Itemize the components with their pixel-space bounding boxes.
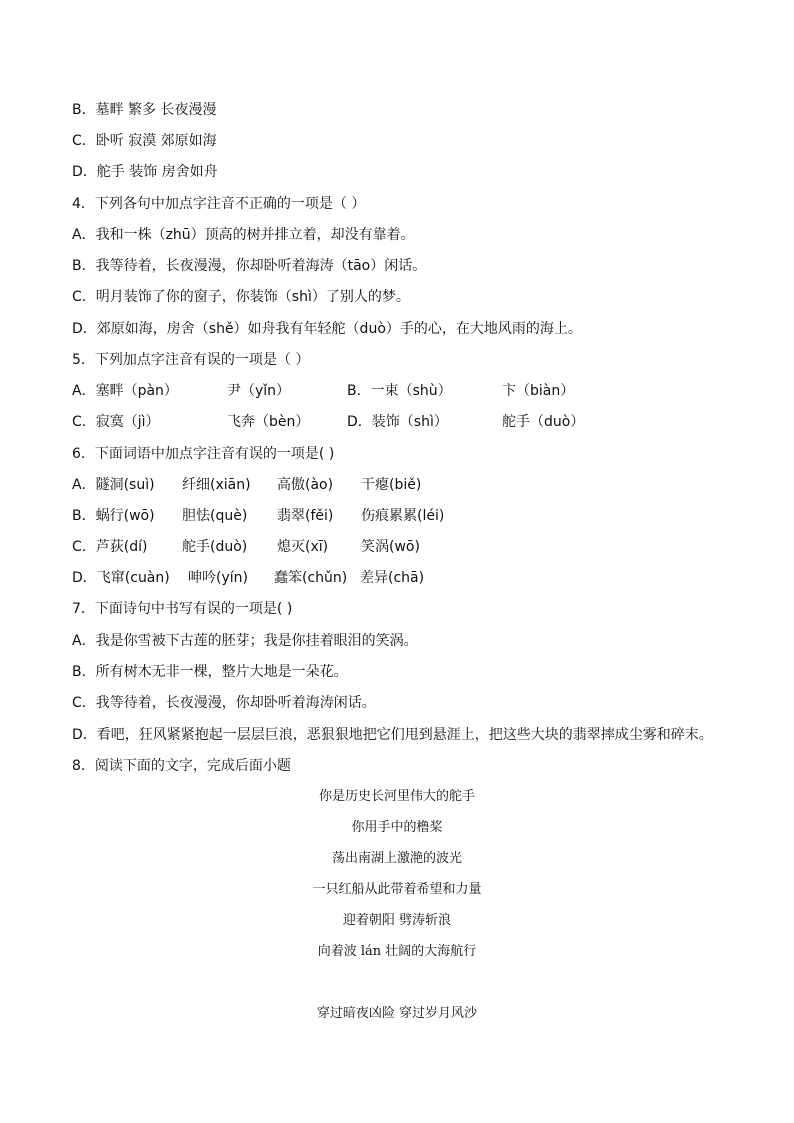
poem-line: 你用手中的橹桨 <box>351 820 443 835</box>
q5-title: 5．下列加点字注音有误的一项是（ ） <box>72 352 310 368</box>
q5-options-row <box>72 412 584 432</box>
q6-word: 高傲(ào) <box>277 477 334 493</box>
q6-word: 笑涡(wō) <box>361 539 420 555</box>
q5-option: 尹（yǐn） <box>227 383 291 399</box>
q6-word: B．蜗行(wō) <box>72 508 155 524</box>
poem-line: 穿过暗夜凶险 穿过岁月风沙 <box>316 1006 478 1021</box>
q6-word: 胆怯(què) <box>182 508 248 524</box>
poem-line: 一只红船从此带着希望和力量 <box>312 882 482 897</box>
poem-line: 荡出南湖上激滟的波光 <box>331 851 462 866</box>
q6-word: 纤细(xiān) <box>182 477 251 493</box>
q5-option: 舵手（duò） <box>502 414 585 430</box>
q6-word: 翡翠(fěi) <box>277 508 334 524</box>
q6-word: D．飞窜(cuàn) <box>72 570 170 586</box>
q6-row <box>72 568 424 588</box>
poem-line: 迎着朝阳 劈涛斩浪 <box>342 913 452 928</box>
q4-option-c: C．明月装饰了你的窗子，你装饰（shì）了别人的梦。 <box>72 289 410 305</box>
q6-word: 熄灭(xī) <box>277 539 329 555</box>
poem-line: 向着波 lán 壮阔的大海航行 <box>317 944 477 959</box>
q3-option-c: C．卧听 寂漠 郊原如海 <box>72 133 217 149</box>
q6-row <box>72 475 421 495</box>
q6-row <box>72 537 420 557</box>
q5-option: A．塞畔（pàn） <box>72 383 178 399</box>
q7-option-a: A．我是你雪被下古莲的胚芽；我是你挂着眼泪的笑涡。 <box>72 633 418 649</box>
q6-word: 差异(chā) <box>360 570 425 586</box>
q6-word: 舵手(duò) <box>182 539 248 555</box>
q3-option-b: B．墓畔 繁多 长夜漫漫 <box>72 102 217 118</box>
q5-option: C．寂寞（jì） <box>72 414 160 430</box>
q7-option-b: B．所有树木无非一棵，整片大地是一朵花。 <box>72 664 348 680</box>
q6-word: 呻吟(yín) <box>188 570 248 586</box>
q6-word: C．芦荻(dí) <box>72 539 148 555</box>
q6-title: 6．下面词语中加点字注音有误的一项是( ) <box>72 446 335 462</box>
q6-row <box>72 506 444 526</box>
q7-title: 7．下面诗句中书写有误的一项是( ) <box>72 601 293 617</box>
q5-option: B．一束（shù） <box>347 383 452 399</box>
q6-word: 干瘪(biě) <box>361 477 422 493</box>
q4-option-a: A．我和一株（zhū）顶高的树并排立着，却没有靠着。 <box>72 227 415 243</box>
q3-option-d: D．舵手 装饰 房舍如舟 <box>72 164 218 180</box>
q4-option-d: D．郊原如海，房舍（shě）如舟我有年轻舵（duò）手的心，在大地风雨的海上。 <box>72 321 582 337</box>
poem-line: 你是历史长河里伟大的舵手 <box>318 789 475 804</box>
q4-title: 4．下列各句中加点字注音不正确的一项是（ ） <box>72 196 366 212</box>
q4-option-b: B．我等待着，长夜漫漫，你却卧听着海涛（tāo）闲话。 <box>72 258 427 274</box>
q6-word: 伤痕累累(léi) <box>361 508 445 524</box>
q8-title: 8．阅读下面的文字，完成后面小题 <box>72 758 291 774</box>
q6-word: 蠢笨(chǔn) <box>274 570 348 586</box>
q5-option: 飞奔（bèn） <box>227 414 310 430</box>
q7-option-d: D．看吧，狂风紧紧抱起一层层巨浪，恶狠狠地把它们甩到悬涯上，把这些大块的翡翠摔成尘雾和碎末。 <box>72 727 713 743</box>
q5-option: D．装饰（shì） <box>347 414 448 430</box>
q5-options-row <box>72 381 574 401</box>
q7-option-c: C．我等待着，长夜漫漫，你却卧听着海涛闲话。 <box>72 695 376 711</box>
q6-word: A．隧洞(suì) <box>72 477 155 493</box>
q5-option: 卞（biàn） <box>502 383 575 399</box>
